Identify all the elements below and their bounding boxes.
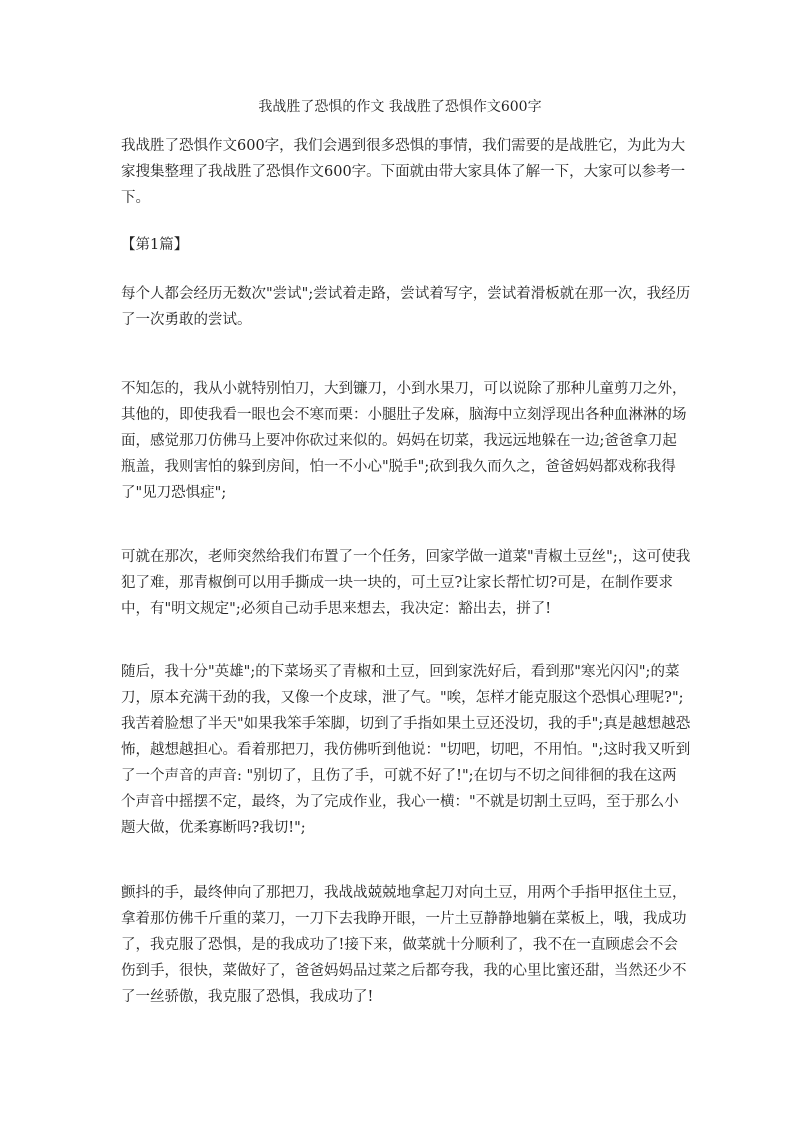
paragraph-2 bbox=[121, 376, 691, 506]
intro-paragraph bbox=[121, 133, 691, 211]
section-heading bbox=[121, 232, 691, 258]
document-title: 我战胜了恐惧的作文 我战胜了恐惧作文600字 bbox=[258, 99, 542, 115]
paragraph-4 bbox=[121, 659, 691, 841]
paragraph-1 bbox=[121, 281, 691, 333]
paragraph-text: 随后，我十分"英雄";的下菜场买了青椒和土豆，回到家洗好后，看到那"寒光闪闪";的菜刀，原本充满干劲的我，又像一个皮球，泄了气。"唉，怎样才能克服这个恐惧心理呢?";我苦着脸想了半天"如果我笨手笨脚，切到了手指如果土豆还没切，我的手";真是越想越恐怖，越想越担心。看着那把刀，我仿佛听到他说："切吧，切吧，不用怕。";这时我又听到了一个声音的声音: "别切了，且伤了手，可就不好了!";在切与不切之间徘徊的我在这两个声音中摇摆不定，最终，为了完成作业，我心一横："不就是切割土豆吗，至于那么小题大做，优柔寡断吗?我切!"; bbox=[121, 664, 691, 836]
paragraph-text: 颤抖的手，最终伸向了那把刀，我战战兢兢地拿起刀对向土豆，用两个手指甲抠住土豆，拿着那仿佛千斤重的菜刀，一刀下去我睁开眼，一片土豆静静地躺在菜板上，哦，我成功了，我克服了恐惧，是的我成功了!接下来，做菜就十分顺利了，我不在一直顾虑会不会伤到手，很快，菜做好了，爸爸妈妈品过菜之后都夸我，我的心里比蜜还甜，当然还少不了一丝骄傲，我克服了恐惧，我成功了! bbox=[121, 885, 687, 1005]
paragraph-text: 每个人都会经历无数次"尝试";尝试着走路，尝试着写字，尝试着滑板就在那一次，我经历了一次勇敢的尝试。 bbox=[121, 286, 691, 328]
paragraph-text: 可就在那次，老师突然给我们布置了一个任务，回家学做一道菜"青椒土豆丝";，这可使我犯了难，那青椒倒可以用手撕成一块一块的，可土豆?让家长帮忙切?可是，在制作要求中，有"明文规定";必须自己动手思来想去，我决定：豁出去，拼了! bbox=[121, 549, 691, 617]
section-heading-text: 【第1篇】 bbox=[121, 237, 189, 253]
intro-text: 我战胜了恐惧作文600字，我们会遇到很多恐惧的事情，我们需要的是战胜它，为此为大家搜集整理了我战胜了恐惧作文600字。下面就由带大家具体了解一下，大家可以参考一下。 bbox=[121, 138, 686, 206]
paragraph-3 bbox=[121, 544, 691, 622]
paragraph-5 bbox=[121, 880, 691, 1010]
paragraph-text: 不知怎的，我从小就特别怕刀，大到镰刀，小到水果刀，可以说除了那种儿童剪刀之外，其他的，即使我看一眼也会不寒而栗：小腿肚子发麻，脑海中立刻浮现出各种血淋淋的场面，感觉那刀仿佛马上要冲你砍过来似的。妈妈在切菜，我远远地躲在一边;爸爸拿刀起瓶盖，我则害怕的躲到房间，怕一不小心"脱手";砍到我久而久之，爸爸妈妈都戏称我得了"见刀恐惧症"; bbox=[121, 381, 687, 501]
